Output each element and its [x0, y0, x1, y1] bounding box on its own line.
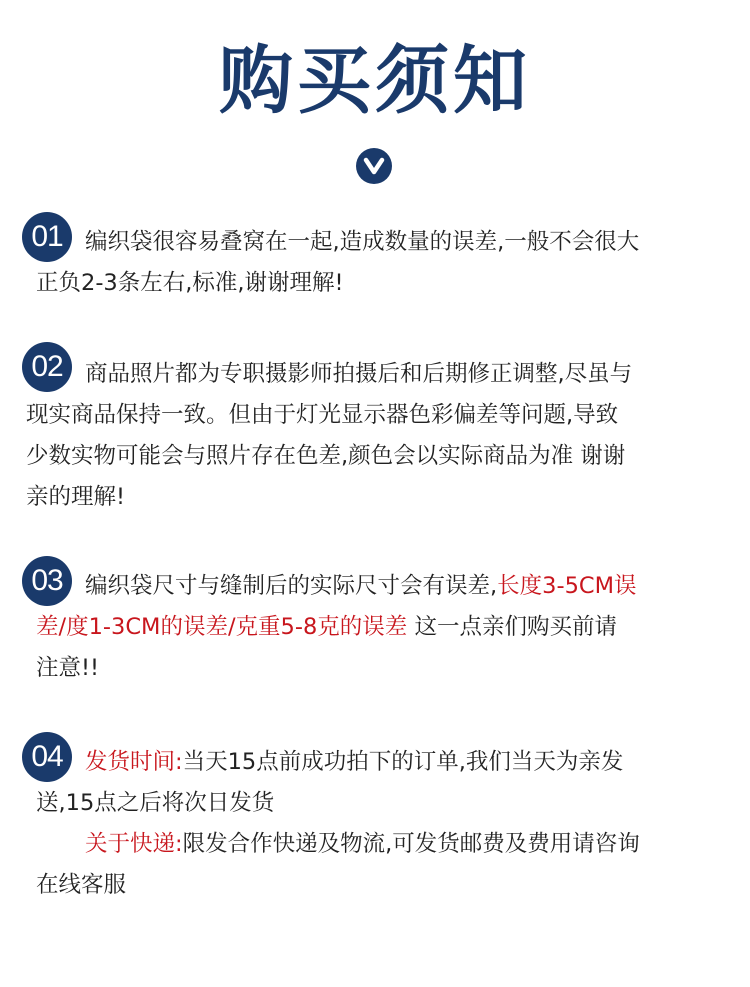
express-text: 限发合作快递及物流,可发货邮费及费用请咨询 — [182, 831, 640, 857]
section-text: 编织袋尺寸与缝制后的实际尺寸会有误差, — [85, 573, 498, 599]
section-line — [26, 566, 726, 607]
section-number-badge: 02 — [22, 342, 72, 392]
section-number-badge: 04 — [22, 732, 72, 782]
section-line: 商品照片都为专职摄影师拍摄后和后期修正调整,尽虽与 — [85, 361, 633, 387]
section-line: 亲的理解! — [26, 484, 126, 510]
shipping-time-label: 发货时间: — [85, 749, 183, 775]
section-line: 注意!! — [36, 655, 100, 681]
section-text: 这一点亲们购买前请 — [407, 614, 617, 640]
section-line: 现实商品保持一致。但由于灯光显示器色彩偏差等问题,导致 — [26, 402, 619, 428]
section-line — [26, 607, 726, 648]
size-tolerance-highlight: 长度3-5CM误 — [497, 573, 637, 599]
section-01-text — [26, 222, 726, 304]
section-line: 正负2-3条左右,标准,谢谢理解! — [36, 270, 344, 296]
page-title: 购买须知 — [219, 38, 531, 124]
section-line — [26, 742, 726, 783]
section-line: 在线客服 — [36, 872, 127, 898]
chevron-down-circle-icon — [356, 148, 392, 184]
section-number-badge: 01 — [22, 212, 72, 262]
section-line — [26, 824, 726, 865]
section-line: 少数实物可能会与照片存在色差,颜色会以实际商品为准 谢谢 — [26, 443, 626, 469]
express-label: 关于快递: — [85, 831, 183, 857]
section-02-text — [26, 354, 726, 518]
shipping-time-text: 当天15点前成功拍下的订单,我们当天为亲发 — [182, 749, 624, 775]
section-line: 编织袋很容易叠窝在一起,造成数量的误差,一般不会很大 — [85, 229, 640, 255]
section-04-text — [26, 742, 726, 906]
section-number-badge: 03 — [22, 556, 72, 606]
section-03-text — [26, 566, 726, 689]
section-line: 送,15点之后将次日发货 — [36, 790, 275, 816]
size-tolerance-highlight: 差/度1-3CM的误差/克重5-8克的误差 — [36, 614, 408, 640]
